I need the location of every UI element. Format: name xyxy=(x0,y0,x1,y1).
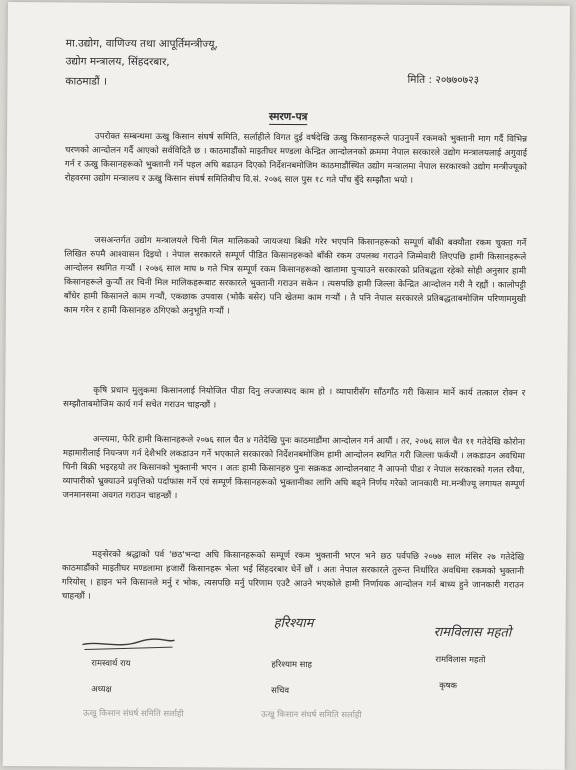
paragraph-3: कृषि प्रधान मुलुकमा किसानलाई नियोजित पीडा दिनु लज्जास्पद काम हो । व्यापारीसँग साँठगाँठ गरी किसान मार्ने कार्य तत्काल रोक्न र सम्झौताबमोजिम कार्य गर्न सचेत गराउन चाहन्छौं । xyxy=(63,385,526,411)
recipient-line-3: काठमाडौं । xyxy=(65,75,108,88)
signatory-2-org: ऊखु किसान संघर्ष समिति सर्लाही xyxy=(261,708,362,720)
paragraph-5: मङ्सेरको श्रद्धाको पर्व 'छठ'भन्दा अघि किसानहरूको सम्पूर्ण रकम भुक्तानी भएन भने छठ पर्वपछि २०७७ साल मंसिर २७ गतेदेखि काठमाडौंको माइतीघर मण्डलामा हजारौं किसानहरू भेला भई सिंहदरबार घेर्ने छौं । अतः नेपाल सरकारले तुरुन्त निर्धारित अवधिमा रकमको भुक्तानी गरियोस् । हाइन भने किसानले मर्नु र भोक, त्यसपछि मर्नु परिणाम एउटै आउने भएकोले हामी निर्णायक आन्दोलन गर्न बाध्य हुने जानकारी गराउन चाहन्छौं । xyxy=(61,549,525,602)
recipient-line-2: उद्योग मन्त्रालय, सिंहदरबार, xyxy=(65,55,170,69)
letter-subject xyxy=(7,108,569,126)
recipient-line-1: मा.उद्योग, वाणिज्य तथा आपूर्तिमन्त्रीज्यू, xyxy=(65,37,218,51)
signatory-2-title: सचिव xyxy=(271,684,290,695)
paragraph-1: उपरोक्त सम्बन्धमा ऊखु किसान संघर्ष समिति, सर्लाहीले विगत दुई वर्षदेखि ऊखु किसानहरूले पाउनुपर्ने रकमको भुक्तानी माग गर्दै विभिन्न चरणको आन्दोलन गर्दै आएको सर्वविदितै छ । काठमाडौंको माइतीघर मण्डला केन्द्रित आन्दोलनको क्रममा नेपाल सरकारले उद्योग मन्त्रालयलाई अगुवाई गर्न र ऊखु किसानहरूको भुक्तानी गर्ने पहल अघि बढाउन दिएको निर्देशनबमोजिम काठमाडौंस्थित उद्योग मन्त्रालमा नेपाल सरकारको उद्योग मन्त्रीज्यूको रोहवरमा उद्योग मन्त्रालय र ऊखु किसान संघर्ष समितिबीच वि.सं. २०७६ साल पुस १८ गते पाँच बुँदे सम्झौता भयो । xyxy=(64,131,528,187)
signature-3: रामविलास महतो xyxy=(433,624,512,641)
signatory-3-title: कृषक xyxy=(439,680,457,691)
paragraph-2: जसअन्तर्गत उद्योग मन्त्रालयले चिनी मिल मालिकको जायजथा बिक्री गरेर भएपनि किसानहरूको सम्पूर्ण बाँकी बक्यौता रकम चुक्ता गर्ने लिखित रुपमै आश्वासन दिइयो । नेपाल सरकारले सम्पूर्ण पीडित किसानहरूको बाँकी रकम उपलब्ध गराउने जिम्मेवारी लिएपछि हामी किसानहरूले आन्दोलन स्थगित गर्‍यौं । २०७६ साल माघ ७ गते भित्र सम्पूर्ण रकम किसानहरूको खातामा पुर्‍याउने सरकारको प्रतिबद्धता रहेको सोही अनुसार हामी किसानहरूले कुर्‍यौं तर चिनी मिल मालिकहरूबाट सरकारले भुक्तानी गराउन सकेन । त्यसपछि हामी जिल्ला केन्द्रित आन्दोलन गरी नै रह्यौं । कालोपट्टी बाँधेर हामी किसानले काम गर्‍यौं, एकछाक उपवास (भोकै बसेर) पनि खेतमा काम गर्‍यौं । तै पनि नेपाल सरकारले प्रतिबद्धताबमोजिम परिणाममुखी काम गरेन र हामी किसानहरु ठगिएको अनुभूति गर्‍यौं । xyxy=(63,235,527,318)
subject-text: स्मरण-पत्र xyxy=(268,110,308,124)
paragraph-4: अन्त्यमा, फेरि हामी किसानहरूले २०७६ साल चैत ४ गतेदेखि पुनः काठमाडौंमा आन्दोलन गर्न आयौं । तर, २०७६ साल चैत ११ गतेदेखि कोरोना महामारीलाई नियन्त्रण गर्न देशैभरि लकडाउन गर्ने भएकाले सरकारको निर्देशनबमोजिम हामी आन्दोलन स्थगित गरी जिल्ला फर्कयौं । लकडाउन अवधिमा चिनी बिक्री भइरहयो तर किसानको भुक्तानी भएन । अतः हामी किसानहरु पुनः सक्रकड आन्दोलनबाट नै आफ्नो पीडा र नेपाल सरकारको गलत रवैया, व्यापारीको भ्रुक्याउने प्रवृत्तिको पर्दाफास गर्ने एवं सम्पूर्ण किसानहरूको भुक्तानीका लागि अघि बढ्ने निर्णय गरेको जानकारी मा.मन्त्रीज्यू लगायत सम्पूर्ण जनमानसमा अवगत गराउन चाहन्छौं । xyxy=(62,434,525,502)
signature-2: हरिश्याम xyxy=(273,615,314,632)
signatory-1-org: ऊखु किसान संघर्ष समिति सर्लाही xyxy=(83,707,184,719)
letter-page xyxy=(3,2,570,770)
signatory-1-title: अध्यक्ष xyxy=(91,683,112,694)
signatory-3-name: रामविलास महतो xyxy=(435,654,486,665)
letter-date: मिति : २०७७०७२३ xyxy=(407,73,480,87)
signature-1 xyxy=(78,631,178,658)
signatory-2-name: हरिश्याम साह xyxy=(271,658,312,670)
signatory-1-name: रामस्वार्थ राय xyxy=(91,657,131,668)
